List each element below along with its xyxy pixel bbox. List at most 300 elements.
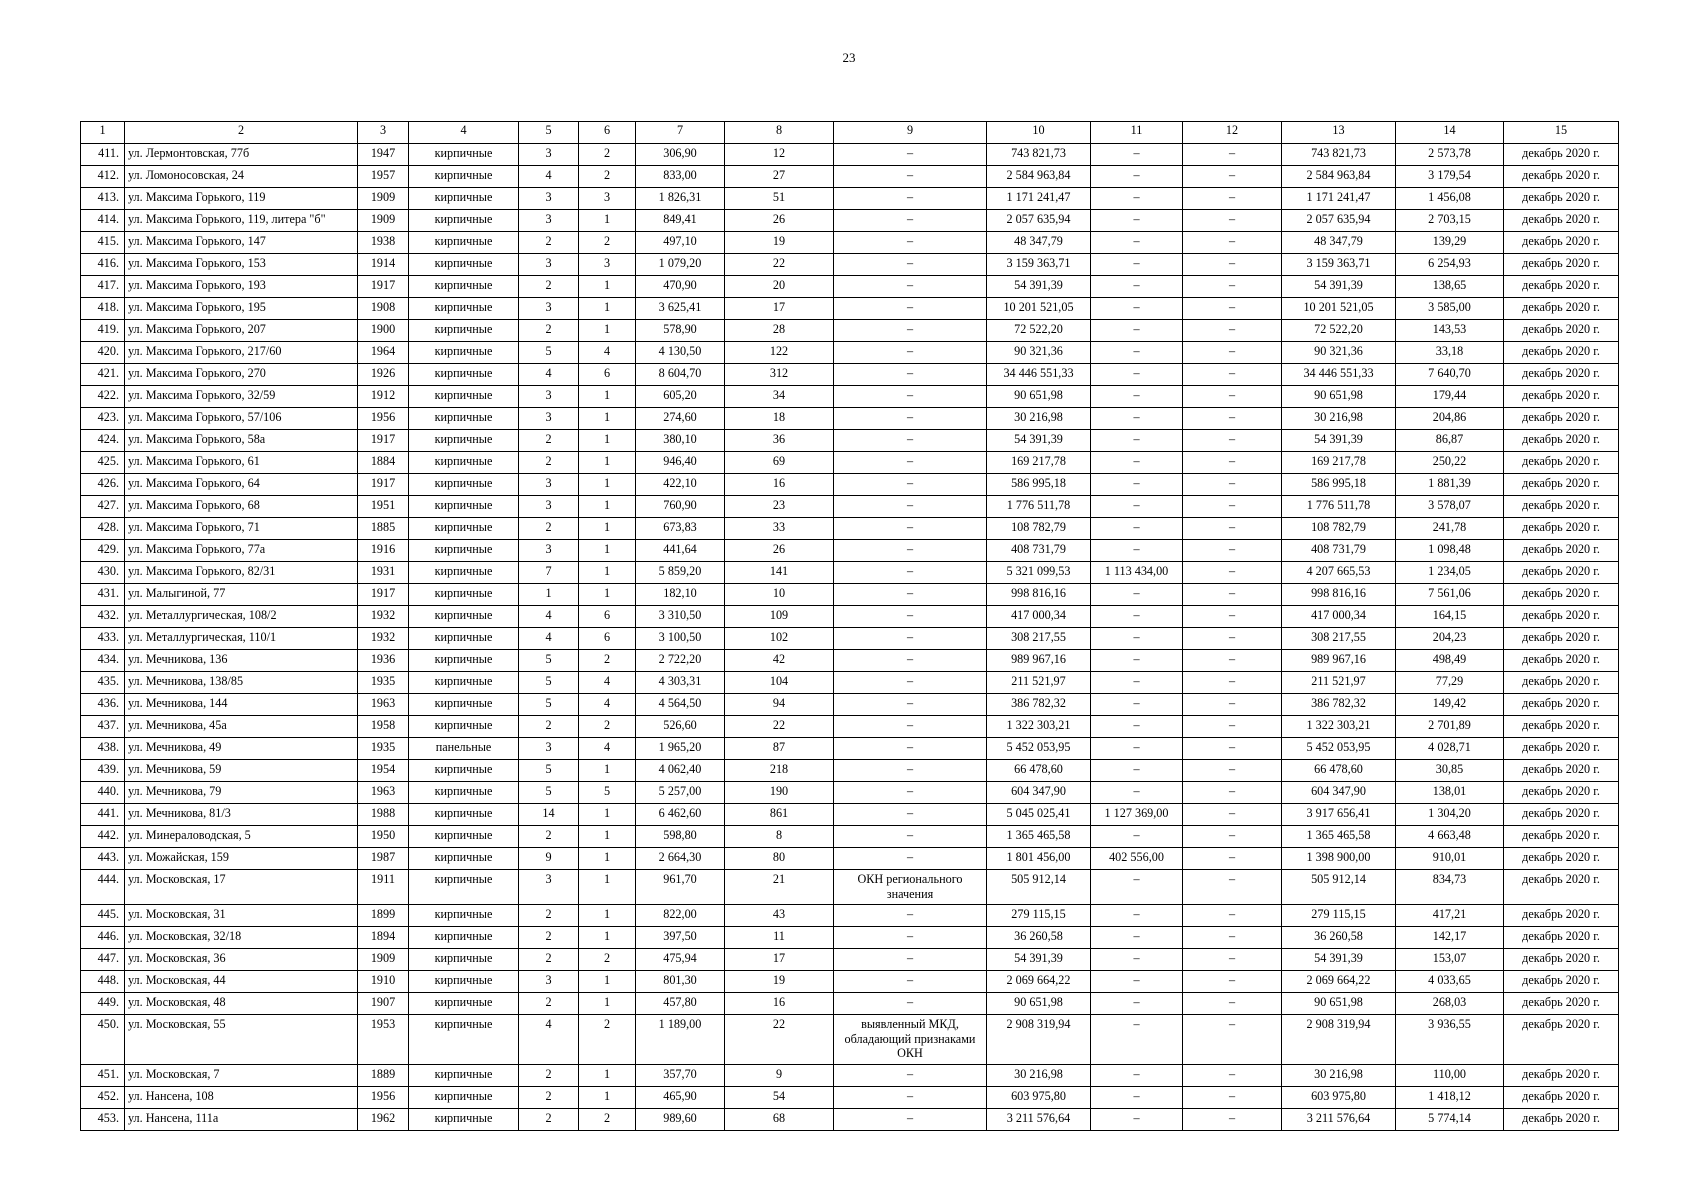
table-cell-col-11: – bbox=[1091, 540, 1183, 562]
table-cell-col-2: ул. Минераловодская, 5 bbox=[125, 826, 358, 848]
table-cell-col-4: кирпичные bbox=[409, 1064, 519, 1086]
table-cell-col-9: – bbox=[834, 276, 987, 298]
table-cell-col-9: – bbox=[834, 650, 987, 672]
table-cell-col-3: 1935 bbox=[358, 738, 409, 760]
table-cell-col-4: кирпичные bbox=[409, 474, 519, 496]
table-cell-col-1: 450. bbox=[81, 1015, 125, 1065]
table-cell-col-3: 1958 bbox=[358, 716, 409, 738]
column-header-7: 7 bbox=[636, 122, 725, 144]
table-cell-col-3: 1910 bbox=[358, 971, 409, 993]
table-cell-col-12: – bbox=[1183, 672, 1282, 694]
table-cell-col-14: 5 774,14 bbox=[1396, 1108, 1504, 1130]
table-cell-col-7: 4 303,31 bbox=[636, 672, 725, 694]
table-cell-col-6: 1 bbox=[579, 562, 636, 584]
table-cell-col-7: 760,90 bbox=[636, 496, 725, 518]
table-cell-col-10: 5 045 025,41 bbox=[987, 804, 1091, 826]
table-cell-col-12: – bbox=[1183, 905, 1282, 927]
table-row bbox=[81, 188, 1619, 210]
table-cell-col-1: 427. bbox=[81, 496, 125, 518]
table-cell-col-4: кирпичные bbox=[409, 540, 519, 562]
table-cell-col-13: 54 391,39 bbox=[1282, 430, 1396, 452]
table-cell-col-13: 1 365 465,58 bbox=[1282, 826, 1396, 848]
table-cell-col-15: декабрь 2020 г. bbox=[1504, 562, 1619, 584]
table-cell-col-10: 54 391,39 bbox=[987, 430, 1091, 452]
table-row bbox=[81, 1108, 1619, 1130]
table-cell-col-13: 108 782,79 bbox=[1282, 518, 1396, 540]
table-cell-col-15: декабрь 2020 г. bbox=[1504, 1108, 1619, 1130]
table-cell-col-6: 1 bbox=[579, 474, 636, 496]
table-cell-col-14: 138,65 bbox=[1396, 276, 1504, 298]
table-cell-col-7: 182,10 bbox=[636, 584, 725, 606]
table-row bbox=[81, 342, 1619, 364]
table-row bbox=[81, 848, 1619, 870]
table-cell-col-3: 1962 bbox=[358, 1108, 409, 1130]
table-cell-col-15: декабрь 2020 г. bbox=[1504, 628, 1619, 650]
table-cell-col-12: – bbox=[1183, 826, 1282, 848]
table-cell-col-14: 33,18 bbox=[1396, 342, 1504, 364]
table-cell-col-10: 90 651,98 bbox=[987, 993, 1091, 1015]
table-cell-col-11: – bbox=[1091, 993, 1183, 1015]
table-cell-col-6: 1 bbox=[579, 971, 636, 993]
table-cell-col-8: 20 bbox=[725, 276, 834, 298]
table-cell-col-6: 4 bbox=[579, 738, 636, 760]
table-cell-col-5: 3 bbox=[519, 144, 579, 166]
table-cell-col-8: 861 bbox=[725, 804, 834, 826]
table-cell-col-4: кирпичные bbox=[409, 1015, 519, 1065]
table-cell-col-11: – bbox=[1091, 232, 1183, 254]
table-cell-col-2: ул. Максима Горького, 71 bbox=[125, 518, 358, 540]
table-cell-col-2: ул. Максима Горького, 217/60 bbox=[125, 342, 358, 364]
table-row bbox=[81, 254, 1619, 276]
table-cell-col-11: – bbox=[1091, 584, 1183, 606]
table-row bbox=[81, 430, 1619, 452]
table-cell-col-13: 2 584 963,84 bbox=[1282, 166, 1396, 188]
table-cell-col-13: 603 975,80 bbox=[1282, 1086, 1396, 1108]
table-cell-col-5: 2 bbox=[519, 320, 579, 342]
table-cell-col-9: – bbox=[834, 254, 987, 276]
table-cell-col-14: 268,03 bbox=[1396, 993, 1504, 1015]
table-cell-col-2: ул. Максима Горького, 193 bbox=[125, 276, 358, 298]
table-cell-col-12: – bbox=[1183, 993, 1282, 1015]
table-cell-col-5: 4 bbox=[519, 628, 579, 650]
table-cell-col-2: ул. Московская, 32/18 bbox=[125, 927, 358, 949]
table-cell-col-1: 419. bbox=[81, 320, 125, 342]
table-cell-col-1: 413. bbox=[81, 188, 125, 210]
table-cell-col-8: 28 bbox=[725, 320, 834, 342]
table-cell-col-15: декабрь 2020 г. bbox=[1504, 870, 1619, 905]
table-cell-col-7: 578,90 bbox=[636, 320, 725, 342]
table-cell-col-15: декабрь 2020 г. bbox=[1504, 210, 1619, 232]
table-cell-col-2: ул. Максима Горького, 82/31 bbox=[125, 562, 358, 584]
table-cell-col-11: – bbox=[1091, 971, 1183, 993]
table-cell-col-12: – bbox=[1183, 1086, 1282, 1108]
table-row bbox=[81, 804, 1619, 826]
table-cell-col-7: 5 859,20 bbox=[636, 562, 725, 584]
table-cell-col-11: 1 127 369,00 bbox=[1091, 804, 1183, 826]
table-cell-col-13: 3 159 363,71 bbox=[1282, 254, 1396, 276]
table-cell-col-6: 1 bbox=[579, 1086, 636, 1108]
table-cell-col-9: – bbox=[834, 826, 987, 848]
table-cell-col-6: 5 bbox=[579, 782, 636, 804]
table-cell-col-15: декабрь 2020 г. bbox=[1504, 782, 1619, 804]
table-cell-col-6: 3 bbox=[579, 188, 636, 210]
table-cell-col-4: кирпичные bbox=[409, 716, 519, 738]
table-cell-col-1: 420. bbox=[81, 342, 125, 364]
table-cell-col-5: 2 bbox=[519, 1086, 579, 1108]
table-cell-col-9: – bbox=[834, 298, 987, 320]
table-cell-col-1: 431. bbox=[81, 584, 125, 606]
table-cell-col-13: 90 651,98 bbox=[1282, 993, 1396, 1015]
table-cell-col-7: 946,40 bbox=[636, 452, 725, 474]
table-cell-col-11: – bbox=[1091, 738, 1183, 760]
table-cell-col-15: декабрь 2020 г. bbox=[1504, 694, 1619, 716]
table-cell-col-1: 446. bbox=[81, 927, 125, 949]
table-cell-col-10: 308 217,55 bbox=[987, 628, 1091, 650]
table-cell-col-8: 26 bbox=[725, 540, 834, 562]
table-cell-col-5: 3 bbox=[519, 408, 579, 430]
table-cell-col-5: 5 bbox=[519, 342, 579, 364]
table-cell-col-2: ул. Максима Горького, 147 bbox=[125, 232, 358, 254]
table-row bbox=[81, 518, 1619, 540]
table-cell-col-6: 1 bbox=[579, 276, 636, 298]
table-cell-col-14: 1 304,20 bbox=[1396, 804, 1504, 826]
table-cell-col-7: 1 965,20 bbox=[636, 738, 725, 760]
table-cell-col-10: 10 201 521,05 bbox=[987, 298, 1091, 320]
table-row bbox=[81, 606, 1619, 628]
table-cell-col-13: 34 446 551,33 bbox=[1282, 364, 1396, 386]
table-cell-col-14: 1 418,12 bbox=[1396, 1086, 1504, 1108]
column-header-10: 10 bbox=[987, 122, 1091, 144]
table-cell-col-7: 833,00 bbox=[636, 166, 725, 188]
table-cell-col-11: – bbox=[1091, 1108, 1183, 1130]
table-cell-col-5: 2 bbox=[519, 276, 579, 298]
table-cell-col-3: 1909 bbox=[358, 210, 409, 232]
table-cell-col-9: – bbox=[834, 672, 987, 694]
table-cell-col-14: 7 640,70 bbox=[1396, 364, 1504, 386]
table-cell-col-8: 80 bbox=[725, 848, 834, 870]
table-cell-col-2: ул. Московская, 7 bbox=[125, 1064, 358, 1086]
table-cell-col-10: 90 321,36 bbox=[987, 342, 1091, 364]
table-cell-col-9: – bbox=[834, 144, 987, 166]
table-cell-col-4: кирпичные bbox=[409, 166, 519, 188]
column-header-6: 6 bbox=[579, 122, 636, 144]
table-row bbox=[81, 1015, 1619, 1065]
table-cell-col-3: 1894 bbox=[358, 927, 409, 949]
table-row bbox=[81, 144, 1619, 166]
table-cell-col-12: – bbox=[1183, 716, 1282, 738]
table-cell-col-1: 417. bbox=[81, 276, 125, 298]
table-cell-col-15: декабрь 2020 г. bbox=[1504, 254, 1619, 276]
table-cell-col-13: 743 821,73 bbox=[1282, 144, 1396, 166]
table-cell-col-3: 1956 bbox=[358, 1086, 409, 1108]
table-cell-col-15: декабрь 2020 г. bbox=[1504, 993, 1619, 1015]
table-cell-col-10: 2 057 635,94 bbox=[987, 210, 1091, 232]
table-cell-col-8: 218 bbox=[725, 760, 834, 782]
table-cell-col-9: ОКН регионального значения bbox=[834, 870, 987, 905]
column-header-1: 1 bbox=[81, 122, 125, 144]
table-cell-col-15: декабрь 2020 г. bbox=[1504, 474, 1619, 496]
table-cell-col-8: 68 bbox=[725, 1108, 834, 1130]
table-cell-col-6: 1 bbox=[579, 804, 636, 826]
table-cell-col-15: декабрь 2020 г. bbox=[1504, 518, 1619, 540]
table-cell-col-1: 424. bbox=[81, 430, 125, 452]
table-cell-col-10: 417 000,34 bbox=[987, 606, 1091, 628]
table-cell-col-14: 4 033,65 bbox=[1396, 971, 1504, 993]
table-cell-col-1: 443. bbox=[81, 848, 125, 870]
table-cell-col-12: – bbox=[1183, 782, 1282, 804]
column-header-8: 8 bbox=[725, 122, 834, 144]
table-cell-col-10: 604 347,90 bbox=[987, 782, 1091, 804]
table-cell-col-4: кирпичные bbox=[409, 760, 519, 782]
table-cell-col-1: 416. bbox=[81, 254, 125, 276]
table-cell-col-6: 2 bbox=[579, 716, 636, 738]
table-cell-col-9: – bbox=[834, 927, 987, 949]
table-row bbox=[81, 298, 1619, 320]
table-cell-col-11: – bbox=[1091, 452, 1183, 474]
table-cell-col-2: ул. Лермонтовская, 77б bbox=[125, 144, 358, 166]
table-cell-col-5: 5 bbox=[519, 760, 579, 782]
table-cell-col-10: 54 391,39 bbox=[987, 949, 1091, 971]
table-cell-col-7: 673,83 bbox=[636, 518, 725, 540]
table-cell-col-4: кирпичные bbox=[409, 364, 519, 386]
table-cell-col-6: 1 bbox=[579, 584, 636, 606]
table-cell-col-12: – bbox=[1183, 144, 1282, 166]
table-cell-col-8: 19 bbox=[725, 232, 834, 254]
table-cell-col-14: 2 573,78 bbox=[1396, 144, 1504, 166]
table-cell-col-12: – bbox=[1183, 496, 1282, 518]
table-cell-col-1: 430. bbox=[81, 562, 125, 584]
table-cell-col-6: 1 bbox=[579, 993, 636, 1015]
table-cell-col-13: 3 211 576,64 bbox=[1282, 1108, 1396, 1130]
table-cell-col-2: ул. Ломоносовская, 24 bbox=[125, 166, 358, 188]
table-cell-col-7: 1 189,00 bbox=[636, 1015, 725, 1065]
table-cell-col-15: декабрь 2020 г. bbox=[1504, 166, 1619, 188]
table-cell-col-6: 1 bbox=[579, 905, 636, 927]
table-cell-col-15: декабрь 2020 г. bbox=[1504, 672, 1619, 694]
table-cell-col-6: 1 bbox=[579, 870, 636, 905]
table-cell-col-5: 5 bbox=[519, 672, 579, 694]
table-cell-col-5: 9 bbox=[519, 848, 579, 870]
table-cell-col-14: 3 585,00 bbox=[1396, 298, 1504, 320]
table-cell-col-7: 1 826,31 bbox=[636, 188, 725, 210]
table-cell-col-9: – bbox=[834, 562, 987, 584]
table-cell-col-6: 6 bbox=[579, 606, 636, 628]
table-cell-col-11: – bbox=[1091, 870, 1183, 905]
table-cell-col-15: декабрь 2020 г. bbox=[1504, 738, 1619, 760]
table-cell-col-6: 1 bbox=[579, 452, 636, 474]
table-cell-col-8: 87 bbox=[725, 738, 834, 760]
table-cell-col-12: – bbox=[1183, 298, 1282, 320]
table-cell-col-13: 90 651,98 bbox=[1282, 386, 1396, 408]
table-cell-col-14: 3 936,55 bbox=[1396, 1015, 1504, 1065]
table-cell-col-3: 1917 bbox=[358, 276, 409, 298]
table-cell-col-13: 2 057 635,94 bbox=[1282, 210, 1396, 232]
table-cell-col-3: 1947 bbox=[358, 144, 409, 166]
table-cell-col-14: 417,21 bbox=[1396, 905, 1504, 927]
table-cell-col-13: 2 069 664,22 bbox=[1282, 971, 1396, 993]
table-cell-col-6: 1 bbox=[579, 408, 636, 430]
table-cell-col-15: декабрь 2020 г. bbox=[1504, 496, 1619, 518]
table-cell-col-10: 2 584 963,84 bbox=[987, 166, 1091, 188]
table-cell-col-4: кирпичные bbox=[409, 452, 519, 474]
table-cell-col-3: 1951 bbox=[358, 496, 409, 518]
table-cell-col-5: 3 bbox=[519, 971, 579, 993]
table-cell-col-2: ул. Нансена, 111а bbox=[125, 1108, 358, 1130]
table-cell-col-9: – bbox=[834, 210, 987, 232]
table-cell-col-2: ул. Металлургическая, 108/2 bbox=[125, 606, 358, 628]
table-cell-col-5: 2 bbox=[519, 232, 579, 254]
table-cell-col-10: 3 211 576,64 bbox=[987, 1108, 1091, 1130]
table-cell-col-13: 5 452 053,95 bbox=[1282, 738, 1396, 760]
page-number: 23 bbox=[842, 50, 856, 65]
table-cell-col-11: – bbox=[1091, 927, 1183, 949]
table-cell-col-5: 2 bbox=[519, 1064, 579, 1086]
table-cell-col-13: 66 478,60 bbox=[1282, 760, 1396, 782]
table-cell-col-2: ул. Максима Горького, 153 bbox=[125, 254, 358, 276]
table-cell-col-8: 18 bbox=[725, 408, 834, 430]
table-cell-col-3: 1926 bbox=[358, 364, 409, 386]
table-cell-col-2: ул. Можайская, 159 bbox=[125, 848, 358, 870]
table-cell-col-12: – bbox=[1183, 694, 1282, 716]
table-cell-col-4: кирпичные bbox=[409, 650, 519, 672]
table-cell-col-9: – bbox=[834, 1086, 987, 1108]
table-cell-col-11: – bbox=[1091, 760, 1183, 782]
table-cell-col-1: 432. bbox=[81, 606, 125, 628]
table-cell-col-11: – bbox=[1091, 166, 1183, 188]
table-cell-col-12: – bbox=[1183, 606, 1282, 628]
table-cell-col-5: 2 bbox=[519, 949, 579, 971]
table-cell-col-10: 54 391,39 bbox=[987, 276, 1091, 298]
table-cell-col-13: 30 216,98 bbox=[1282, 408, 1396, 430]
table-cell-col-1: 433. bbox=[81, 628, 125, 650]
table-cell-col-6: 1 bbox=[579, 540, 636, 562]
table-cell-col-15: декабрь 2020 г. bbox=[1504, 320, 1619, 342]
table-cell-col-15: декабрь 2020 г. bbox=[1504, 826, 1619, 848]
table-cell-col-5: 3 bbox=[519, 210, 579, 232]
table-cell-col-12: – bbox=[1183, 971, 1282, 993]
table-cell-col-15: декабрь 2020 г. bbox=[1504, 760, 1619, 782]
table-cell-col-3: 1914 bbox=[358, 254, 409, 276]
table-row bbox=[81, 628, 1619, 650]
table-cell-col-9: – bbox=[834, 232, 987, 254]
table-cell-col-15: декабрь 2020 г. bbox=[1504, 232, 1619, 254]
table-cell-col-12: – bbox=[1183, 254, 1282, 276]
table-cell-col-12: – bbox=[1183, 188, 1282, 210]
table-cell-col-5: 2 bbox=[519, 993, 579, 1015]
column-header-13: 13 bbox=[1282, 122, 1396, 144]
table-cell-col-7: 497,10 bbox=[636, 232, 725, 254]
table-cell-col-8: 94 bbox=[725, 694, 834, 716]
table-cell-col-8: 12 bbox=[725, 144, 834, 166]
table-cell-col-12: – bbox=[1183, 408, 1282, 430]
table-cell-col-6: 2 bbox=[579, 232, 636, 254]
table-cell-col-8: 21 bbox=[725, 870, 834, 905]
table-cell-col-4: кирпичные bbox=[409, 1108, 519, 1130]
table-cell-col-11: – bbox=[1091, 144, 1183, 166]
table-cell-col-1: 435. bbox=[81, 672, 125, 694]
table-cell-col-14: 3 179,54 bbox=[1396, 166, 1504, 188]
table-cell-col-4: кирпичные bbox=[409, 971, 519, 993]
table-cell-col-5: 3 bbox=[519, 496, 579, 518]
column-header-14: 14 bbox=[1396, 122, 1504, 144]
table-cell-col-2: ул. Мечникова, 45а bbox=[125, 716, 358, 738]
table-row bbox=[81, 496, 1619, 518]
table-cell-col-1: 444. bbox=[81, 870, 125, 905]
table-row bbox=[81, 826, 1619, 848]
table-cell-col-7: 989,60 bbox=[636, 1108, 725, 1130]
table-cell-col-15: декабрь 2020 г. bbox=[1504, 804, 1619, 826]
table-cell-col-12: – bbox=[1183, 870, 1282, 905]
table-cell-col-9: – bbox=[834, 606, 987, 628]
table-cell-col-14: 149,42 bbox=[1396, 694, 1504, 716]
column-number-row bbox=[81, 122, 1619, 144]
table-cell-col-4: панельные bbox=[409, 738, 519, 760]
table-cell-col-10: 279 115,15 bbox=[987, 905, 1091, 927]
table-cell-col-12: – bbox=[1183, 760, 1282, 782]
table-cell-col-5: 3 bbox=[519, 254, 579, 276]
table-cell-col-10: 603 975,80 bbox=[987, 1086, 1091, 1108]
table-cell-col-1: 421. bbox=[81, 364, 125, 386]
table-cell-col-8: 26 bbox=[725, 210, 834, 232]
table-cell-col-7: 465,90 bbox=[636, 1086, 725, 1108]
table-cell-col-12: – bbox=[1183, 232, 1282, 254]
table-row bbox=[81, 738, 1619, 760]
table-cell-col-12: – bbox=[1183, 166, 1282, 188]
table-cell-col-11: – bbox=[1091, 606, 1183, 628]
table-cell-col-13: 72 522,20 bbox=[1282, 320, 1396, 342]
table-cell-col-4: кирпичные bbox=[409, 210, 519, 232]
table-cell-col-1: 436. bbox=[81, 694, 125, 716]
table-cell-col-2: ул. Максима Горького, 77а bbox=[125, 540, 358, 562]
table-cell-col-11: – bbox=[1091, 408, 1183, 430]
table-cell-col-6: 2 bbox=[579, 166, 636, 188]
table-cell-col-5: 3 bbox=[519, 188, 579, 210]
table-cell-col-6: 2 bbox=[579, 949, 636, 971]
table-cell-col-8: 312 bbox=[725, 364, 834, 386]
table-row bbox=[81, 166, 1619, 188]
table-cell-col-6: 1 bbox=[579, 1064, 636, 1086]
table-cell-col-5: 2 bbox=[519, 430, 579, 452]
table-row bbox=[81, 452, 1619, 474]
table-cell-col-8: 19 bbox=[725, 971, 834, 993]
table-row bbox=[81, 320, 1619, 342]
table-cell-col-8: 141 bbox=[725, 562, 834, 584]
column-header-3: 3 bbox=[358, 122, 409, 144]
table-cell-col-14: 1 234,05 bbox=[1396, 562, 1504, 584]
table-cell-col-15: декабрь 2020 г. bbox=[1504, 144, 1619, 166]
table-cell-col-13: 1 398 900,00 bbox=[1282, 848, 1396, 870]
table-cell-col-13: 54 391,39 bbox=[1282, 276, 1396, 298]
table-row bbox=[81, 386, 1619, 408]
table-cell-col-9: – bbox=[834, 342, 987, 364]
table-cell-col-6: 2 bbox=[579, 144, 636, 166]
table-cell-col-3: 1963 bbox=[358, 782, 409, 804]
table-cell-col-3: 1963 bbox=[358, 694, 409, 716]
table-cell-col-14: 143,53 bbox=[1396, 320, 1504, 342]
table-cell-col-8: 190 bbox=[725, 782, 834, 804]
table-cell-col-7: 457,80 bbox=[636, 993, 725, 1015]
table-cell-col-14: 498,49 bbox=[1396, 650, 1504, 672]
table-cell-col-13: 30 216,98 bbox=[1282, 1064, 1396, 1086]
table-cell-col-4: кирпичные bbox=[409, 562, 519, 584]
table-cell-col-7: 4 564,50 bbox=[636, 694, 725, 716]
table-cell-col-12: – bbox=[1183, 276, 1282, 298]
table-cell-col-11: – bbox=[1091, 430, 1183, 452]
table-cell-col-4: кирпичные bbox=[409, 606, 519, 628]
table-cell-col-8: 9 bbox=[725, 1064, 834, 1086]
table-cell-col-11: – bbox=[1091, 342, 1183, 364]
table-cell-col-10: 386 782,32 bbox=[987, 694, 1091, 716]
